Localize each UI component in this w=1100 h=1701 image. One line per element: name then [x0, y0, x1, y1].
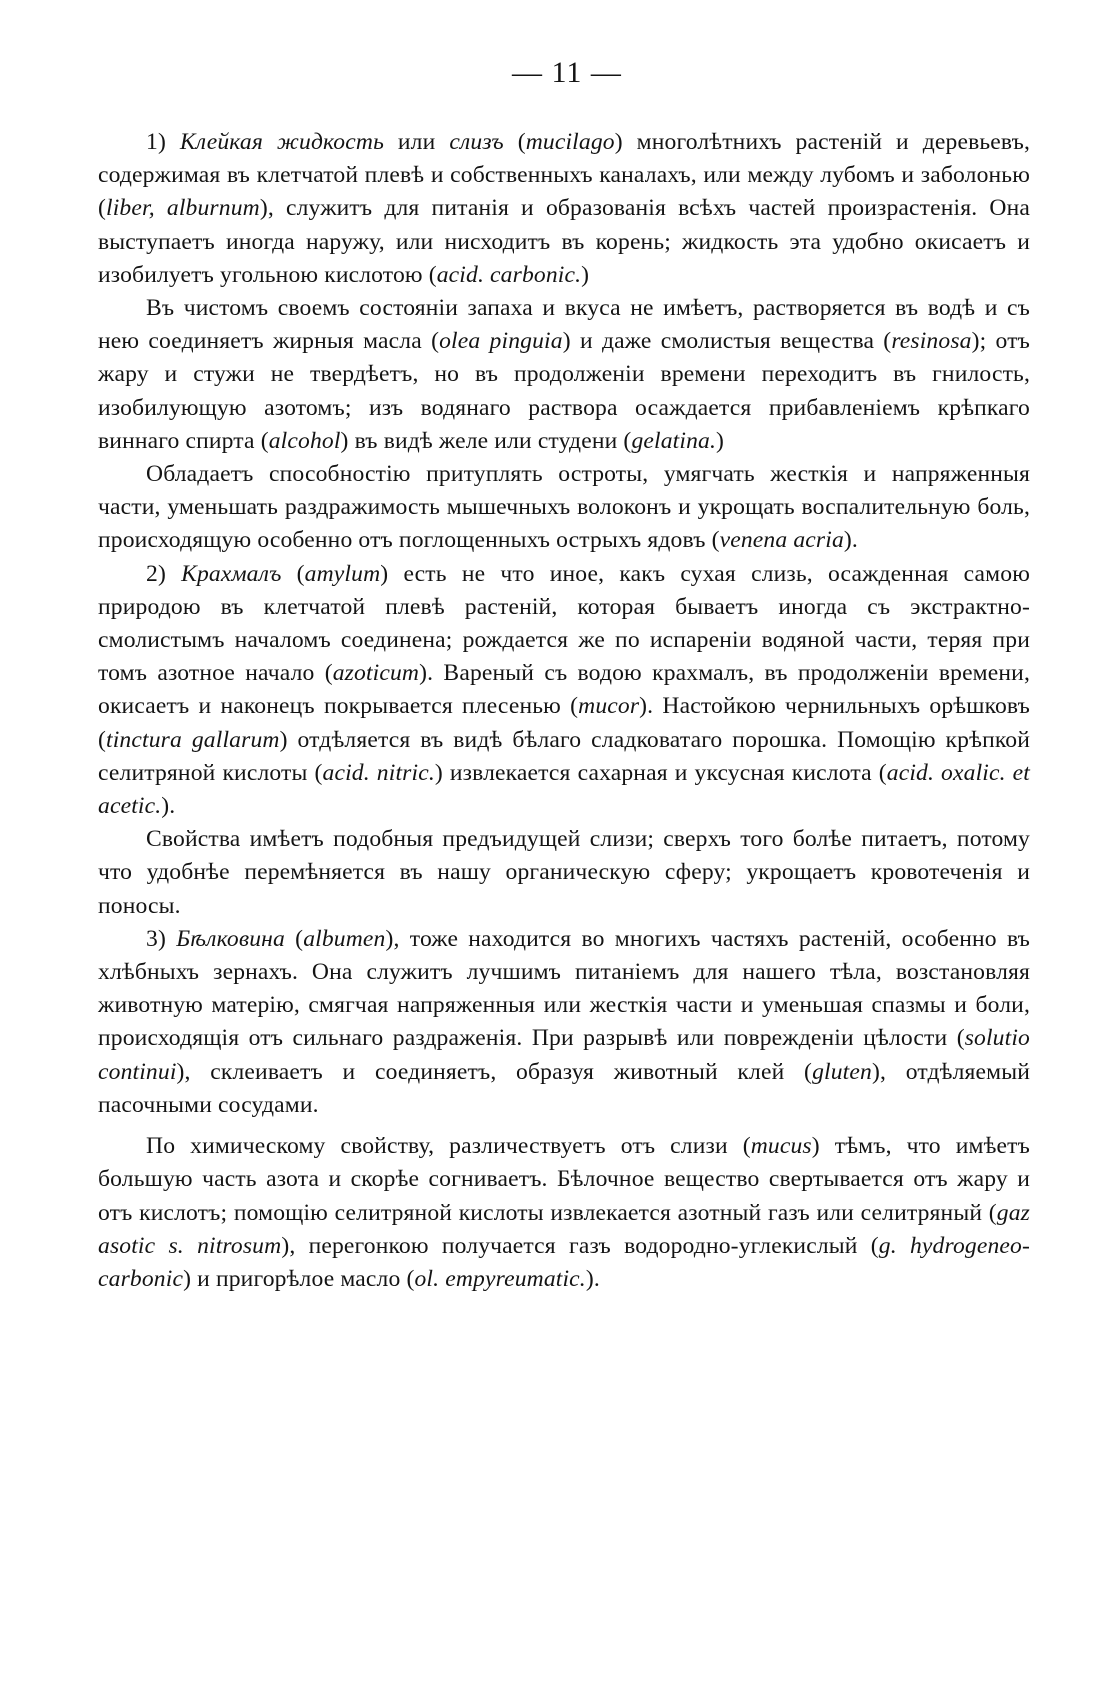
text-run: 2) [146, 560, 182, 587]
text-run: ); отъ жару и стужи не твердѣетъ, но въ продолженіи времени переходитъ въ гнилость, изобилующую азотомъ; изъ водянаго раствора осаждается прибавленіемъ крѣпкаго виннаго спирта ( [98, 328, 1030, 454]
italic-term: gaz asotic s. nitrosum [98, 1199, 1030, 1259]
text-run: Свойства имѣетъ подобныя предъидущей слизи; сверхъ того болѣе питаетъ, потому что удобнѣе перемѣняется въ нашу органическую сферу; укрощаетъ кровотеченія и поносы. [98, 826, 1030, 919]
italic-term: venena acria [719, 527, 844, 554]
text-run: Въ чистомъ своемъ состояніи запаха и вкуса не имѣетъ, растворяется въ водѣ и съ нею соединяетъ жирныя масла ( [98, 295, 1030, 355]
italic-term: mucilago [525, 129, 615, 155]
paragraph [98, 558, 1030, 824]
italic-term: solutio continui [98, 1025, 1030, 1085]
italic-term: olea pinguia [439, 328, 563, 355]
text-run: ). [161, 793, 176, 820]
italic-term: alcohol [268, 427, 341, 454]
italic-term: mucus [750, 1133, 812, 1160]
italic-term: acid. nitric. [322, 759, 435, 786]
italic-term: ol. empyreumatic. [414, 1265, 586, 1292]
text-run: ), склеиваетъ и соединяетъ, образуя животный клей ( [176, 1058, 813, 1085]
text-run: ), служитъ для питанія и образованія всѣхъ частей произрастенія. Она выступаетъ иногда наружу, или нисходитъ въ корень; жидкость эта удобно окисаетъ и изобилуетъ угольною кислотою ( [98, 195, 1030, 288]
italic-term: amylum [304, 560, 381, 587]
text-run: ), перегонкою получается газъ водородно-углекислый ( [281, 1232, 879, 1259]
italic-term: acid. oxalic. et acetic. [98, 759, 1030, 820]
italic-term: g. hydrogeneo-carbonic [98, 1232, 1030, 1292]
paragraph [98, 126, 1030, 292]
text-run: ) извлекается сахарная и уксусная кислота ( [434, 759, 887, 786]
text-run: ) и даже смолистыя вещества ( [562, 328, 892, 355]
italic-term: Клейкая жидкость [179, 129, 384, 155]
text-run: ) въ видѣ желе или студени ( [340, 427, 632, 454]
text-run: ) отдѣляется въ видѣ бѣлаго сладковатаго порошка. Помощію крѣпкой селитряной кислоты ( [98, 726, 1030, 786]
text-run: ). [843, 527, 858, 554]
text-run: Обладаетъ способностію притуплять остроты, умягчать жесткія и напряженныя части, уменьшать раздражимость мышечныхъ волоконъ и укрощать воспалительную боль, происходящую особенно отъ поглощенныхъ острыхъ ядовъ ( [98, 461, 1030, 554]
text-run: ), отдѣляемый пасочными сосудами. [98, 1058, 1031, 1118]
italic-term: albumen [303, 925, 386, 952]
italic-term: Бѣлковина [176, 925, 285, 952]
text-run: ( [284, 925, 304, 952]
paragraph [98, 823, 1030, 923]
italic-term: mucor [578, 693, 640, 720]
paragraph [98, 923, 1030, 1122]
text-run: ). Настойкою чернильныхъ орѣшковъ ( [98, 693, 1030, 753]
text-run: ). [585, 1265, 600, 1292]
italic-term: acid. carbonic. [436, 261, 582, 288]
italic-term: resinosa [891, 328, 972, 355]
italic-term: tinctura gallarum [106, 726, 280, 753]
text-run: ) есть не что иное, какъ сухая слизь, осажденная самою природою въ клетчатой плевѣ растеній, которая бываетъ иногда съ экстрактно-смолистымъ началомъ соединена; рождается же по испареніи водяной части, теряя при томъ азотное начало ( [98, 560, 1030, 687]
text-run: По химическому свойству, различествуетъ отъ слизи ( [146, 1133, 751, 1160]
page-number: — 11 — [512, 56, 622, 89]
italic-term: gluten [812, 1058, 872, 1085]
paragraph [98, 458, 1030, 558]
text-run: ( [281, 560, 305, 587]
text-run: ). Вареный съ водою крахмалъ, въ продолженіи времени, окисаетъ и наконецъ покрывается плесенью ( [98, 660, 1030, 720]
text-run: ) [581, 261, 590, 288]
text-run: ) и пригорѣлое масло ( [183, 1265, 415, 1292]
text-run: 1) [146, 129, 180, 155]
text-run: 3) [146, 925, 177, 952]
text-run: ) тѣмъ, что имѣетъ большую часть азота и скорѣе согниваетъ. Бѣлочное вещество свертывается отъ жару и отъ кислотъ; помощію селитряной кислоты извлекается азотный газъ или селитряный ( [98, 1133, 1030, 1226]
italic-term: слизъ [449, 129, 504, 155]
text-run: ( [503, 129, 526, 155]
paragraph [98, 1130, 1030, 1296]
italic-term: azoticum [332, 660, 420, 687]
body-text [98, 126, 1030, 1296]
italic-term: liber, alburnum [106, 195, 260, 222]
text-run: ) [716, 427, 725, 454]
text-run: ) многолѣтнихъ растеній и деревьевъ, содержимая въ клетчатой плевѣ и собственныхъ каналахъ, или между лубомъ и заболонью ( [98, 129, 1030, 222]
italic-term: gelatina. [631, 427, 717, 454]
text-run: или [383, 129, 450, 155]
italic-term: Крахмалъ [181, 560, 282, 587]
paragraph [98, 292, 1030, 458]
text-run: ), тоже находится во многихъ частяхъ растеній, особенно въ хлѣбныхъ зернахъ. Она служитъ лучшимъ питаніемъ для нашего тѣла, возстановляя животную матерію, смягчая напряженныя или жесткія части и уменьшая спазмы и боли, происходящія отъ сильнаго раздраженія. При разрывѣ или поврежденіи цѣлости ( [98, 925, 1031, 1052]
